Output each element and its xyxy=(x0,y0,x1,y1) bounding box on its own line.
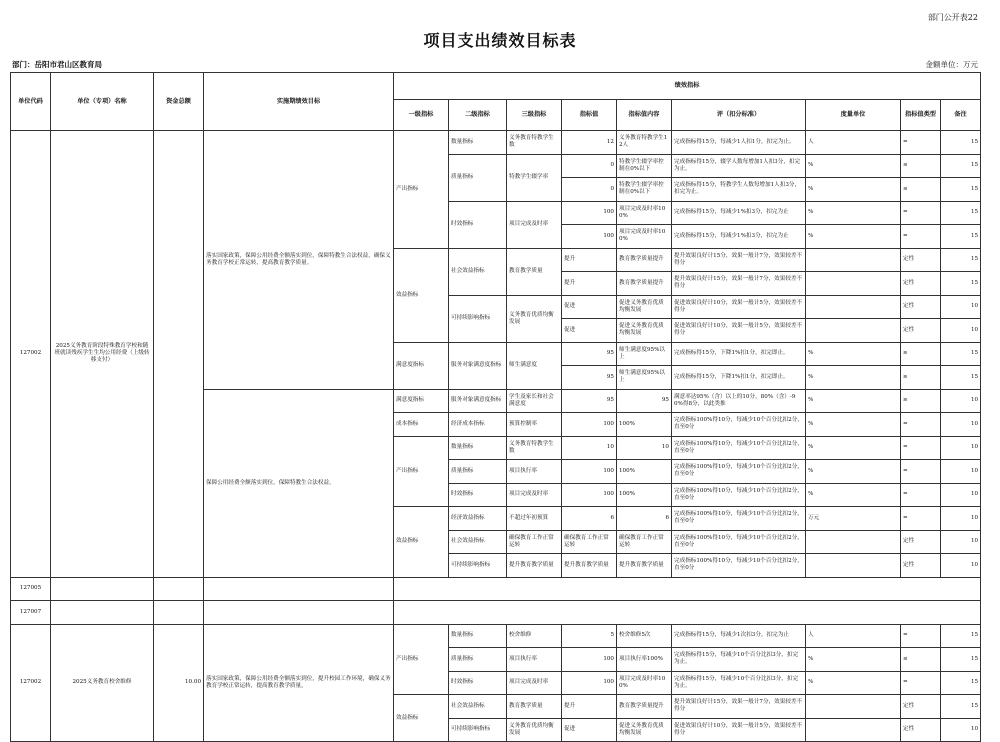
level2-indicator: 经济成本指标 xyxy=(449,413,507,437)
value-type: ≤ xyxy=(901,178,941,202)
level1-indicator: 满意度指标 xyxy=(394,342,449,389)
measure-unit xyxy=(806,695,901,719)
level2-indicator: 质量指标 xyxy=(449,648,507,672)
measure-unit: 万元 xyxy=(806,507,901,531)
value-type: = xyxy=(901,671,941,695)
scoring-standard: 完成指标得15分，每减少1%扣3分，扣完为止 xyxy=(672,225,806,249)
note: 15 xyxy=(941,272,981,296)
measure-unit: % xyxy=(806,436,901,460)
value-type: 定性 xyxy=(901,554,941,578)
note: 15 xyxy=(941,695,981,719)
value-content: 提升教育教学质量 xyxy=(617,554,672,578)
note: 15 xyxy=(941,648,981,672)
note: 10 xyxy=(941,483,981,507)
value-type: 定性 xyxy=(901,319,941,343)
note: 15 xyxy=(941,342,981,366)
measure-unit: % xyxy=(806,366,901,390)
scoring-standard: 促进效果良好计10分，效果一般计5分，效果较差不得分 xyxy=(672,718,806,742)
scoring-standard: 完成指标得15分，下降1%扣1分，扣完即止。 xyxy=(672,366,806,390)
level3-indicator: 教育教学质量 xyxy=(507,248,562,295)
value-type: 定性 xyxy=(901,530,941,554)
measure-unit xyxy=(806,295,901,319)
value-content: 95 xyxy=(617,389,672,413)
scoring-standard: 完成指标100%得10分，每减少10个百分比扣2分，直至0分 xyxy=(672,507,806,531)
level3-indicator: 项目完成及时率 xyxy=(507,483,562,507)
scoring-standard: 完成指标得15分，特教学生人数每增加1人扣3分，扣完为止。 xyxy=(672,178,806,202)
value-type: = xyxy=(901,225,941,249)
note: 10 xyxy=(941,460,981,484)
scoring-standard: 提升效果良好计15分，效果一般计7分，效果较差不得分 xyxy=(672,248,806,272)
value-type: ≥ xyxy=(901,342,941,366)
measure-unit: % xyxy=(806,225,901,249)
value-content: 促进义务教育优质均衡发展 xyxy=(617,319,672,343)
empty-cell xyxy=(394,601,981,625)
indicator-value: 促进 xyxy=(562,319,617,343)
level3-indicator: 不超过年初预算 xyxy=(507,507,562,531)
value-content: 特教学生辍学率控制在0%以下 xyxy=(617,178,672,202)
measure-unit: % xyxy=(806,154,901,178)
note: 15 xyxy=(941,154,981,178)
level3-indicator: 学生及家长和社会满意度 xyxy=(507,389,562,413)
indicator-value: 提升 xyxy=(562,272,617,296)
page-title: 项目支出绩效目标表 xyxy=(423,31,577,50)
scoring-standard: 完成指标得15分，辍学人数每增加1人扣3分，扣完为止。 xyxy=(672,154,806,178)
level2-indicator: 数量指标 xyxy=(449,436,507,460)
measure-unit xyxy=(806,272,901,296)
unit-name xyxy=(51,601,154,625)
scoring-standard: 完成指标100%得10分，每减少10个百分比扣2分，直至0分 xyxy=(672,413,806,437)
note: 10 xyxy=(941,413,981,437)
scoring-standard: 完成指标得15分，每减少1%扣3分，扣完为止 xyxy=(672,201,806,225)
measure-unit: % xyxy=(806,460,901,484)
level1-indicator: 成本指标 xyxy=(394,413,449,437)
level2-indicator: 服务对象满意度指标 xyxy=(449,389,507,413)
measure-unit xyxy=(806,554,901,578)
value-type: = xyxy=(901,483,941,507)
value-type: = xyxy=(901,507,941,531)
header-level1: 一级指标 xyxy=(394,100,449,131)
table-row xyxy=(11,624,981,648)
indicator-value: 95 xyxy=(562,366,617,390)
table-row xyxy=(11,131,981,155)
value-type: = xyxy=(901,413,941,437)
measure-unit xyxy=(806,248,901,272)
unit-code: 127005 xyxy=(11,577,51,601)
table-row xyxy=(11,577,981,601)
header-performance: 绩效指标 xyxy=(394,73,981,100)
measure-unit: % xyxy=(806,342,901,366)
level3-indicator: 项目完成及时率 xyxy=(507,201,562,248)
level2-indicator: 可持续影响指标 xyxy=(449,295,507,342)
total-amount xyxy=(154,601,204,625)
measure-unit: % xyxy=(806,648,901,672)
goal-text xyxy=(204,577,394,601)
value-content: 特教学生辍学率控制在0%以下 xyxy=(617,154,672,178)
unit-code: 127002 xyxy=(11,131,51,578)
measure-unit: 人 xyxy=(806,624,901,648)
level1-indicator: 产出指标 xyxy=(394,131,449,249)
scoring-standard: 完成指标100%得10分，每减少10个百分比扣2分，直至0分 xyxy=(672,436,806,460)
indicator-value: 0 xyxy=(562,154,617,178)
table-row xyxy=(11,601,981,625)
level1-indicator: 效益指标 xyxy=(394,248,449,342)
level3-indicator: 义务教育优质均衡发展 xyxy=(507,295,562,342)
value-content: 10 xyxy=(617,436,672,460)
value-type: = xyxy=(901,436,941,460)
scoring-standard: 完成指标得15分，每减少10个百分比扣3分，扣完为止。 xyxy=(672,648,806,672)
header-note: 备注 xyxy=(941,100,981,131)
level2-indicator: 时效指标 xyxy=(449,201,507,248)
unit-code: 127002 xyxy=(11,624,51,742)
value-type: = xyxy=(901,201,941,225)
indicator-value: 提升 xyxy=(562,695,617,719)
level2-indicator: 社会效益指标 xyxy=(449,530,507,554)
level3-indicator: 提升教育教学质量 xyxy=(507,554,562,578)
header-level3: 三级指标 xyxy=(507,100,562,131)
scoring-standard: 完成指标得15分，每减少1人扣1分，扣完为止。 xyxy=(672,131,806,155)
indicator-value: 100 xyxy=(562,460,617,484)
level2-indicator: 经济效益指标 xyxy=(449,507,507,531)
note: 15 xyxy=(941,201,981,225)
empty-cell xyxy=(394,577,981,601)
header-total-amount: 资金总额 xyxy=(154,73,204,131)
level2-indicator: 可持续影响指标 xyxy=(449,554,507,578)
measure-unit: % xyxy=(806,389,901,413)
level2-indicator: 质量指标 xyxy=(449,460,507,484)
department-label: 部门：岳阳市君山区教育局 xyxy=(12,60,102,69)
scoring-standard: 完成指标得15分，下降1%扣1分，扣完即止。 xyxy=(672,342,806,366)
page-number: 部门公开表22 xyxy=(927,13,978,22)
level2-indicator: 时效指标 xyxy=(449,483,507,507)
header-scoring: 评（扣分标准） xyxy=(672,100,806,131)
indicator-value: 促进 xyxy=(562,718,617,742)
note: 15 xyxy=(941,178,981,202)
unit-name: 2025义务教育阶段特殊教育学校和随班就读残疾学生生均公用经费（上级转移支付） xyxy=(51,131,154,578)
value-type: = xyxy=(901,460,941,484)
measure-unit xyxy=(806,319,901,343)
level3-indicator: 预算控制率 xyxy=(507,413,562,437)
value-type: = xyxy=(901,624,941,648)
header-value-content: 指标值内容 xyxy=(617,100,672,131)
value-content: 100% xyxy=(617,460,672,484)
note: 10 xyxy=(941,554,981,578)
measure-unit: % xyxy=(806,413,901,437)
header-unit-name: 单位（专项）名称 xyxy=(51,73,154,131)
level2-indicator: 时效指标 xyxy=(449,671,507,695)
indicator-value: 确保教育工作正常运转 xyxy=(562,530,617,554)
value-type: ≥ xyxy=(901,366,941,390)
scoring-standard: 提升效果良好计15分，效果一般计7分，效果较差不得分 xyxy=(672,695,806,719)
note: 10 xyxy=(941,436,981,460)
value-content: 教育教学质量提升 xyxy=(617,248,672,272)
scoring-standard: 完成指标100%得10分，每减少10个百分比扣2分，直至0分 xyxy=(672,554,806,578)
value-type: 定性 xyxy=(901,248,941,272)
note: 15 xyxy=(941,671,981,695)
scoring-standard: 促进效果良好计10分，效果一般计5分，效果较差不得分 xyxy=(672,295,806,319)
value-content: 6 xyxy=(617,507,672,531)
value-type: 定性 xyxy=(901,695,941,719)
value-content: 义务教育特教学生12人 xyxy=(617,131,672,155)
level2-indicator: 数量指标 xyxy=(449,131,507,155)
total-amount: 10.00 xyxy=(154,624,204,742)
value-content: 100% xyxy=(617,413,672,437)
note: 10 xyxy=(941,319,981,343)
header-unit-code: 单位代码 xyxy=(11,73,51,131)
level3-indicator: 教育教学质量 xyxy=(507,695,562,719)
goal-text: 保障公用经费全额落实到位，保障特教生合法权益。 xyxy=(204,389,394,577)
indicator-value: 提升 xyxy=(562,248,617,272)
indicator-value: 100 xyxy=(562,201,617,225)
indicator-value: 95 xyxy=(562,389,617,413)
level3-indicator: 项目执行率 xyxy=(507,460,562,484)
indicator-value: 6 xyxy=(562,507,617,531)
indicator-value: 提升教育教学质量 xyxy=(562,554,617,578)
level1-indicator: 产出指标 xyxy=(394,624,449,695)
value-content: 师生满意度95%以上 xyxy=(617,342,672,366)
level2-indicator: 社会效益指标 xyxy=(449,695,507,719)
value-type: 定性 xyxy=(901,718,941,742)
unit-name: 2025义务教育校舍维修 xyxy=(51,624,154,742)
note: 15 xyxy=(941,248,981,272)
level2-indicator: 质量指标 xyxy=(449,154,507,201)
measure-unit: % xyxy=(806,671,901,695)
note: 15 xyxy=(941,225,981,249)
scoring-standard: 完成指标100%得10分，每减少10个百分比扣2分，直至0分 xyxy=(672,460,806,484)
indicator-value: 12 xyxy=(562,131,617,155)
measure-unit: % xyxy=(806,178,901,202)
measure-unit: 人 xyxy=(806,131,901,155)
level3-indicator: 项目完成及时率 xyxy=(507,671,562,695)
level1-indicator: 效益指标 xyxy=(394,507,449,578)
level1-indicator: 满意度指标 xyxy=(394,389,449,413)
scoring-standard: 完成指标得15分，每减少1次扣3分，扣完为止 xyxy=(672,624,806,648)
value-content: 校舍维修5次 xyxy=(617,624,672,648)
scoring-standard: 满意率达95%（含）以上的10分，80%（含）-90%得8分，以此类推 xyxy=(672,389,806,413)
note: 10 xyxy=(941,295,981,319)
note: 10 xyxy=(941,718,981,742)
value-content: 100% xyxy=(617,483,672,507)
indicator-value: 10 xyxy=(562,436,617,460)
total-amount xyxy=(154,577,204,601)
note: 15 xyxy=(941,131,981,155)
value-content: 项目完成及时率100% xyxy=(617,225,672,249)
level2-indicator: 数量指标 xyxy=(449,624,507,648)
header-value: 指标值 xyxy=(562,100,617,131)
value-content: 师生满意度95%以上 xyxy=(617,366,672,390)
indicator-value: 5 xyxy=(562,624,617,648)
level3-indicator: 师生满意度 xyxy=(507,342,562,389)
total-amount xyxy=(154,131,204,578)
indicator-value: 促进 xyxy=(562,295,617,319)
measure-unit: % xyxy=(806,483,901,507)
note: 10 xyxy=(941,507,981,531)
unit-name xyxy=(51,577,154,601)
goal-text xyxy=(204,601,394,625)
level2-indicator: 社会效益指标 xyxy=(449,248,507,295)
header-measure-unit: 度量单位 xyxy=(806,100,901,131)
note: 10 xyxy=(941,530,981,554)
value-content: 确保教育工作正常运转 xyxy=(617,530,672,554)
value-content: 项目完成及时率100% xyxy=(617,671,672,695)
level3-indicator: 义务教育特教学生数 xyxy=(507,131,562,155)
unit-code: 127007 xyxy=(11,601,51,625)
scoring-standard: 完成指标得15分，每减少10个百分比扣3分，扣完为止。 xyxy=(672,671,806,695)
level2-indicator: 服务对象满意度指标 xyxy=(449,342,507,389)
header-value-type: 指标值类型 xyxy=(901,100,941,131)
indicator-value: 100 xyxy=(562,671,617,695)
value-type: 定性 xyxy=(901,272,941,296)
scoring-standard: 促进效果良好计10分，效果一般计5分，效果较差不得分 xyxy=(672,319,806,343)
goal-text: 落实国家政策，保障公用经费全额落实到位，保障特教生合法权益，确保义务教育学校正常运转，提高教育教学质量。 xyxy=(204,131,394,390)
level3-indicator: 义务教育优质均衡发展 xyxy=(507,718,562,742)
value-type: ≤ xyxy=(901,648,941,672)
level3-indicator: 确保教育工作正常运转 xyxy=(507,530,562,554)
level3-indicator: 校舍维修 xyxy=(507,624,562,648)
note: 10 xyxy=(941,389,981,413)
value-content: 项目完成及时率100% xyxy=(617,201,672,225)
scoring-standard: 完成指标100%得10分，每减少10个百分比扣2分，直至0分 xyxy=(672,530,806,554)
value-type: 定性 xyxy=(901,295,941,319)
level3-indicator: 项目执行率 xyxy=(507,648,562,672)
measure-unit xyxy=(806,530,901,554)
measure-unit xyxy=(806,718,901,742)
note: 15 xyxy=(941,366,981,390)
indicator-value: 100 xyxy=(562,413,617,437)
value-content: 促进义务教育优质均衡发展 xyxy=(617,718,672,742)
goal-text: 落实国家政策，保障公用经费全额落实到位，提升校园工作环境，确保义务教育学校正常运转，提高教育教学质量。 xyxy=(204,624,394,742)
value-content: 促进义务教育优质均衡发展 xyxy=(617,295,672,319)
indicator-value: 100 xyxy=(562,648,617,672)
value-content: 项目执行率100% xyxy=(617,648,672,672)
value-content: 教育教学质量提升 xyxy=(617,695,672,719)
indicator-value: 100 xyxy=(562,225,617,249)
value-content: 教育教学质量提升 xyxy=(617,272,672,296)
header-goal: 实施期绩效目标 xyxy=(204,73,394,131)
level1-indicator: 效益指标 xyxy=(394,695,449,742)
header-level2: 二级指标 xyxy=(449,100,507,131)
level3-indicator: 义务教育特教学生数 xyxy=(507,436,562,460)
indicator-value: 95 xyxy=(562,342,617,366)
value-type: ≥ xyxy=(901,389,941,413)
scoring-standard: 提升效果良好计15分，效果一般计7分，效果较差不得分 xyxy=(672,272,806,296)
level3-indicator: 特教学生辍学率 xyxy=(507,154,562,201)
indicator-value: 100 xyxy=(562,483,617,507)
measure-unit: % xyxy=(806,201,901,225)
level2-indicator: 可持续影响指标 xyxy=(449,718,507,742)
performance-table xyxy=(10,72,981,742)
value-type: = xyxy=(901,131,941,155)
amount-unit-label: 金额单位：万元 xyxy=(925,60,978,69)
note: 15 xyxy=(941,624,981,648)
level1-indicator: 产出指标 xyxy=(394,436,449,507)
indicator-value: 0 xyxy=(562,178,617,202)
value-type: ≤ xyxy=(901,154,941,178)
scoring-standard: 完成指标100%得10分，每减少10个百分比扣2分，直至0分 xyxy=(672,483,806,507)
